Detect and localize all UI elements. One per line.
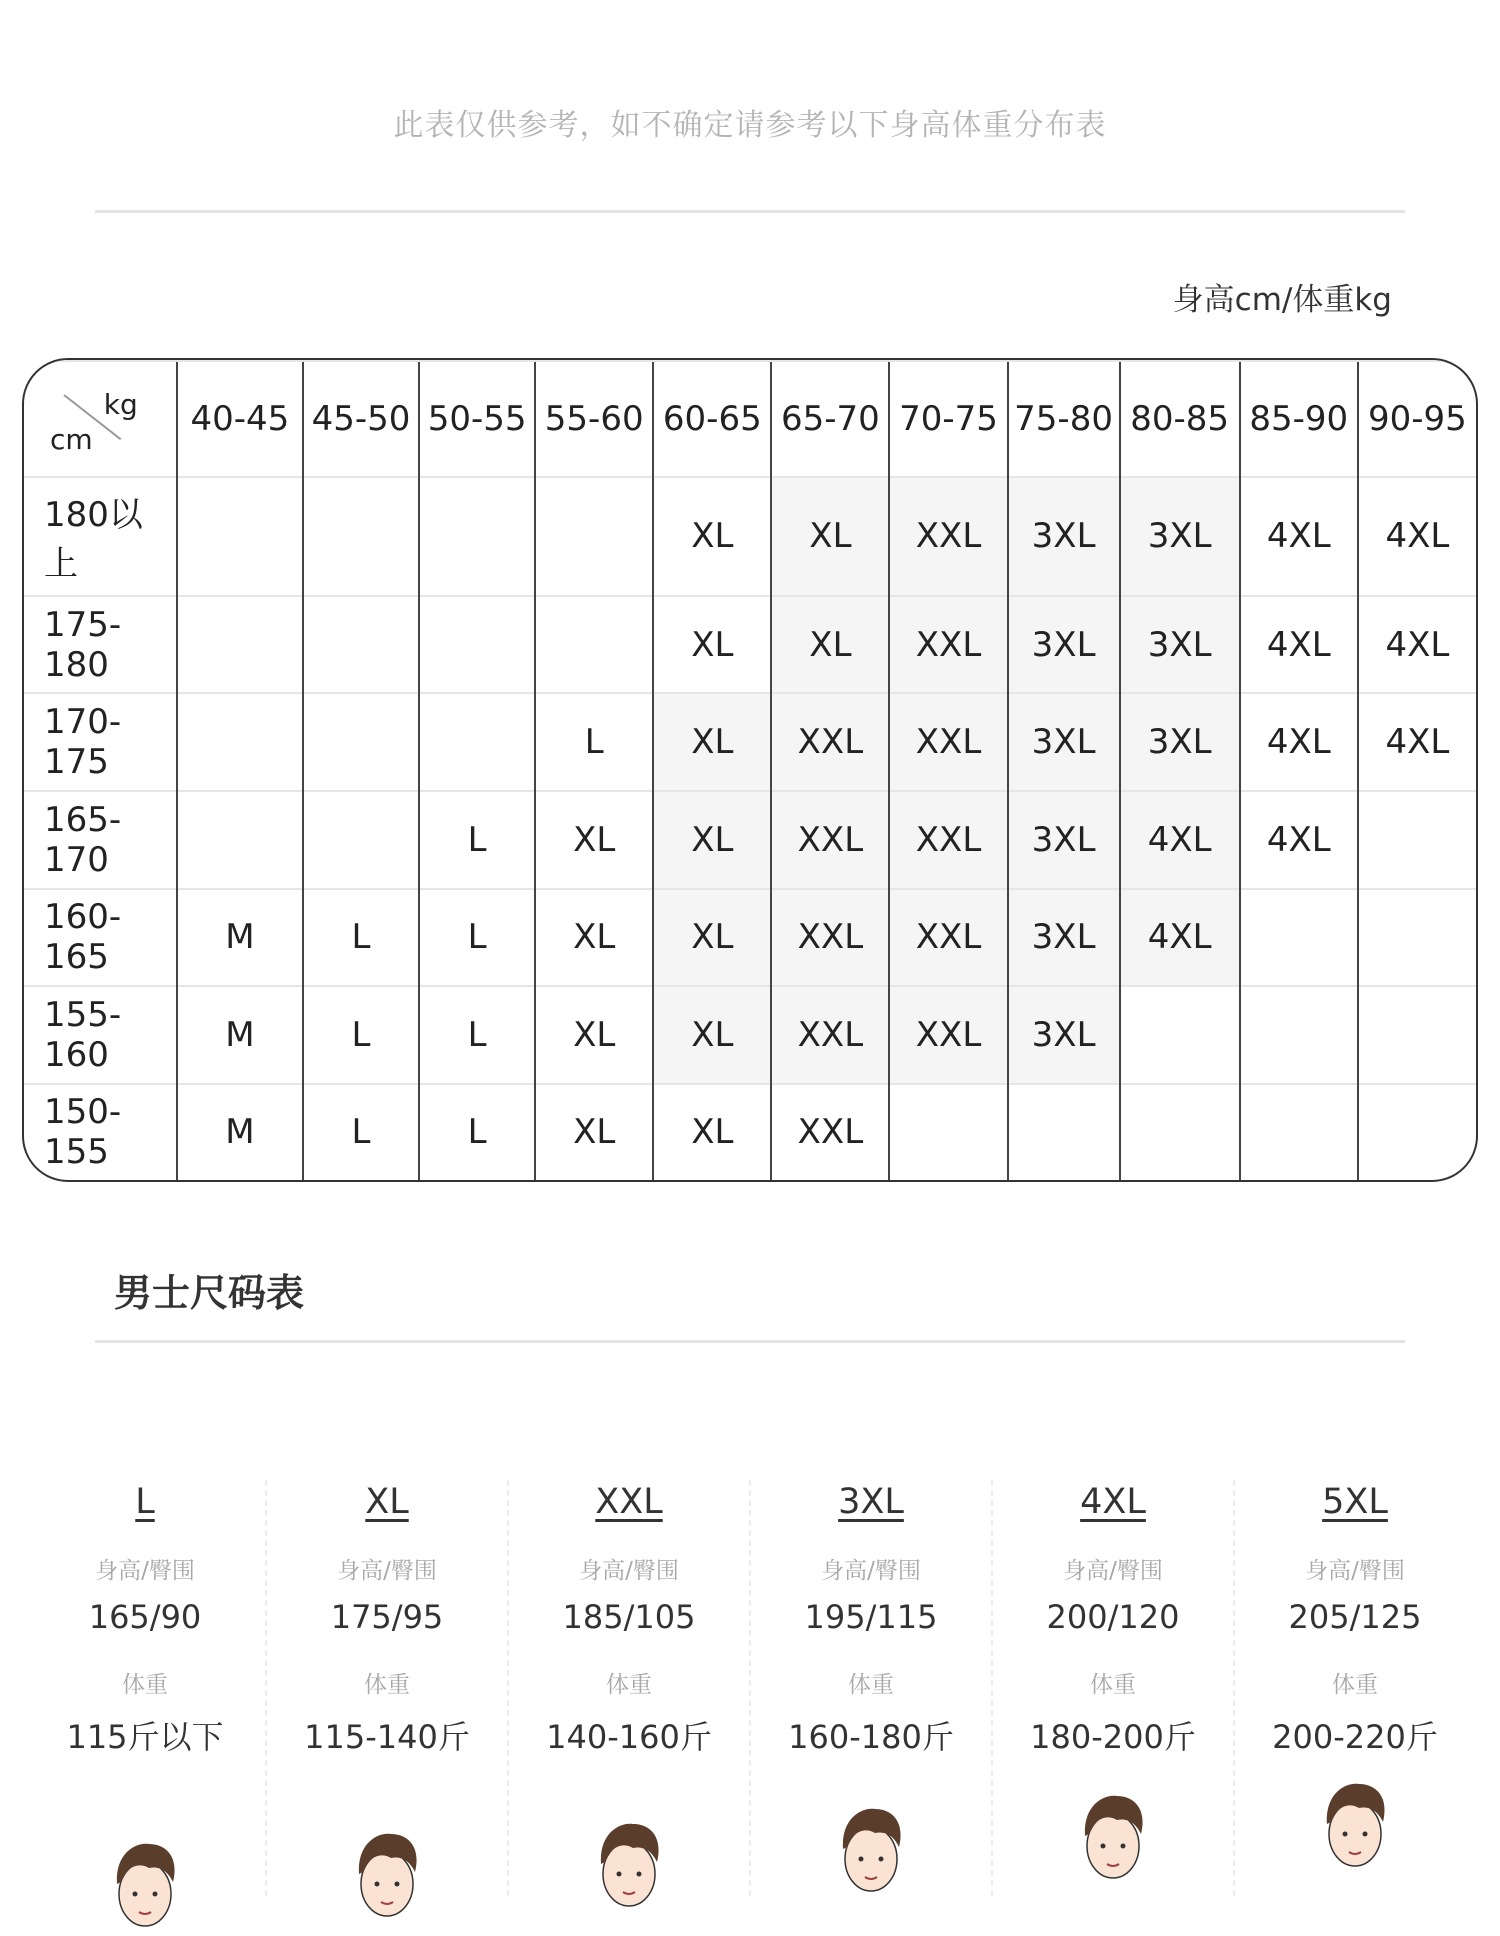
size-cell (1358, 791, 1476, 889)
mens-title: 男士尺码表 (114, 1271, 305, 1315)
size-cell: L (419, 986, 535, 1084)
size-cell: 4XL (1120, 889, 1240, 987)
size-cell (177, 791, 303, 889)
size-cell (303, 693, 419, 791)
mens-size-column (25, 1480, 265, 1896)
size-cell: 3XL (1008, 596, 1120, 694)
size-cell (1120, 986, 1240, 1084)
column-header: 85-90 (1240, 361, 1358, 477)
row-header: 150-155 (24, 1084, 177, 1180)
size-cell: XXL (889, 791, 1007, 889)
weight-value: 140-160斤 (546, 1718, 712, 1756)
size-cell (177, 477, 303, 596)
table-row (24, 693, 1476, 791)
size-cell: 4XL (1358, 693, 1476, 791)
row-header: 155-160 (24, 986, 177, 1084)
size-cell: 3XL (1120, 596, 1240, 694)
size-cell: XXL (889, 889, 1007, 987)
row-header: 160-165 (24, 889, 177, 987)
size-cell: XL (771, 596, 889, 694)
size-cell: L (535, 693, 653, 791)
mens-size-label: L (135, 1482, 155, 1522)
row-header: 165-170 (24, 791, 177, 889)
mens-size-label: 5XL (1322, 1482, 1388, 1522)
row-header: 170-175 (24, 693, 177, 791)
model-avatar-icon (1315, 1776, 1395, 1876)
model-avatar-icon (1073, 1788, 1153, 1888)
size-cell: XL (653, 596, 771, 694)
height-value: 195/115 (804, 1598, 938, 1636)
size-cell: XXL (889, 986, 1007, 1084)
height-value: 185/105 (562, 1598, 696, 1636)
size-cell (1240, 986, 1358, 1084)
column-header: 55-60 (535, 361, 653, 477)
size-cell: XXL (889, 693, 1007, 791)
size-cell (535, 596, 653, 694)
size-cell: XXL (889, 596, 1007, 694)
mens-size-label: XL (365, 1482, 409, 1522)
size-cell: XXL (771, 693, 889, 791)
table-row (24, 477, 1476, 596)
header-row (24, 361, 1476, 477)
column-header: 50-55 (419, 361, 535, 477)
weight-value: 115-140斤 (304, 1718, 470, 1756)
row-unit: cm (50, 423, 93, 456)
size-cell: XL (535, 791, 653, 889)
mens-size-column (507, 1480, 749, 1896)
size-cell (419, 693, 535, 791)
size-cell: XL (535, 986, 653, 1084)
column-header: 75-80 (1008, 361, 1120, 477)
column-header: 65-70 (771, 361, 889, 477)
size-cell: XL (535, 889, 653, 987)
size-cell: 4XL (1120, 791, 1240, 889)
mens-size-label: XXL (595, 1482, 663, 1522)
weight-label: 体重 (848, 1672, 894, 1698)
model-avatar-icon (831, 1801, 911, 1901)
height-value: 200/120 (1046, 1598, 1180, 1636)
table-row (24, 791, 1476, 889)
height-label: 身高/臀围 (95, 1558, 195, 1584)
col-unit: kg (103, 388, 138, 421)
divider-mens (95, 1340, 1405, 1343)
size-cell: L (303, 986, 419, 1084)
size-cell (303, 596, 419, 694)
size-cell (419, 596, 535, 694)
size-cell (177, 596, 303, 694)
table-row (24, 1084, 1476, 1180)
height-value: 165/90 (88, 1598, 202, 1636)
size-cell: XL (653, 693, 771, 791)
weight-value: 200-220斤 (1272, 1718, 1438, 1756)
model-avatar-icon (347, 1826, 427, 1926)
size-cell: M (177, 1084, 303, 1180)
size-cell (419, 477, 535, 596)
size-cell: XXL (889, 477, 1007, 596)
size-cell: XXL (771, 889, 889, 987)
table-row (24, 596, 1476, 694)
size-cell (1240, 1084, 1358, 1180)
size-cell: 3XL (1008, 889, 1120, 987)
size-cell: 4XL (1240, 596, 1358, 694)
column-header: 60-65 (653, 361, 771, 477)
corner-cell (24, 361, 177, 477)
size-cell: XL (653, 986, 771, 1084)
height-label: 身高/臀围 (579, 1558, 679, 1584)
mens-size-label: 3XL (838, 1482, 904, 1522)
size-cell: 3XL (1008, 693, 1120, 791)
size-cell: XL (771, 477, 889, 596)
size-cell: 3XL (1008, 791, 1120, 889)
size-cell: L (419, 889, 535, 987)
size-cell: M (177, 986, 303, 1084)
size-cell (177, 693, 303, 791)
size-cell: XXL (771, 986, 889, 1084)
size-cell: L (419, 1084, 535, 1180)
weight-label: 体重 (122, 1672, 168, 1698)
size-cell (303, 477, 419, 596)
size-cell: 3XL (1008, 986, 1120, 1084)
size-cell: XL (653, 791, 771, 889)
size-cell: 3XL (1120, 477, 1240, 596)
size-cell: 4XL (1358, 596, 1476, 694)
size-cell: L (419, 791, 535, 889)
size-cell (1120, 1084, 1240, 1180)
divider-top (95, 210, 1405, 213)
size-cell (1358, 986, 1476, 1084)
height-label: 身高/臀围 (1305, 1558, 1405, 1584)
column-header: 90-95 (1358, 361, 1476, 477)
weight-label: 体重 (1332, 1672, 1378, 1698)
weight-label: 体重 (606, 1672, 652, 1698)
mens-size-column (991, 1480, 1233, 1896)
weight-value: 180-200斤 (1030, 1718, 1196, 1756)
column-header: 40-45 (177, 361, 303, 477)
height-label: 身高/臀围 (337, 1558, 437, 1584)
size-cell (535, 477, 653, 596)
size-cell: XXL (771, 1084, 889, 1180)
size-cell: L (303, 1084, 419, 1180)
size-cell: XL (653, 889, 771, 987)
height-label: 身高/臀围 (821, 1558, 921, 1584)
row-header: 175-180 (24, 596, 177, 694)
model-avatar-icon (105, 1836, 185, 1936)
size-table (24, 360, 1476, 1180)
table-row (24, 889, 1476, 987)
column-header: 45-50 (303, 361, 419, 477)
mens-size-column (265, 1480, 507, 1896)
size-cell: XL (653, 1084, 771, 1180)
mens-size-column (1233, 1480, 1475, 1896)
size-cell: XL (535, 1084, 653, 1180)
height-value: 175/95 (330, 1598, 444, 1636)
column-header: 70-75 (889, 361, 1007, 477)
size-cell: 4XL (1240, 477, 1358, 596)
size-chart (22, 358, 1478, 1182)
column-header: 80-85 (1120, 361, 1240, 477)
size-cell (1240, 889, 1358, 987)
size-cell (1008, 1084, 1120, 1180)
model-avatar-icon (589, 1816, 669, 1916)
size-cell (1358, 889, 1476, 987)
size-cell: 4XL (1240, 791, 1358, 889)
size-cell: XXL (771, 791, 889, 889)
size-cell: 3XL (1008, 477, 1120, 596)
reference-note: 此表仅供参考，如不确定请参考以下身高体重分布表 (393, 108, 1107, 143)
size-cell (303, 791, 419, 889)
size-cell: 3XL (1120, 693, 1240, 791)
mens-size-grid (25, 1480, 1475, 1896)
mens-size-label: 4XL (1080, 1482, 1146, 1522)
size-cell: XL (653, 477, 771, 596)
table-row (24, 986, 1476, 1084)
weight-label: 体重 (1090, 1672, 1136, 1698)
size-cell: L (303, 889, 419, 987)
size-cell (1358, 1084, 1476, 1180)
row-header: 180以上 (24, 477, 177, 596)
weight-value: 160-180斤 (788, 1718, 954, 1756)
size-cell: M (177, 889, 303, 987)
size-cell: 4XL (1358, 477, 1476, 596)
mens-size-column (749, 1480, 991, 1896)
unit-label: 身高cm/体重kg (1172, 282, 1392, 318)
height-value: 205/125 (1288, 1598, 1422, 1636)
size-cell (889, 1084, 1007, 1180)
size-cell: 4XL (1240, 693, 1358, 791)
weight-label: 体重 (364, 1672, 410, 1698)
weight-value: 115斤以下 (66, 1718, 224, 1756)
height-label: 身高/臀围 (1063, 1558, 1163, 1584)
